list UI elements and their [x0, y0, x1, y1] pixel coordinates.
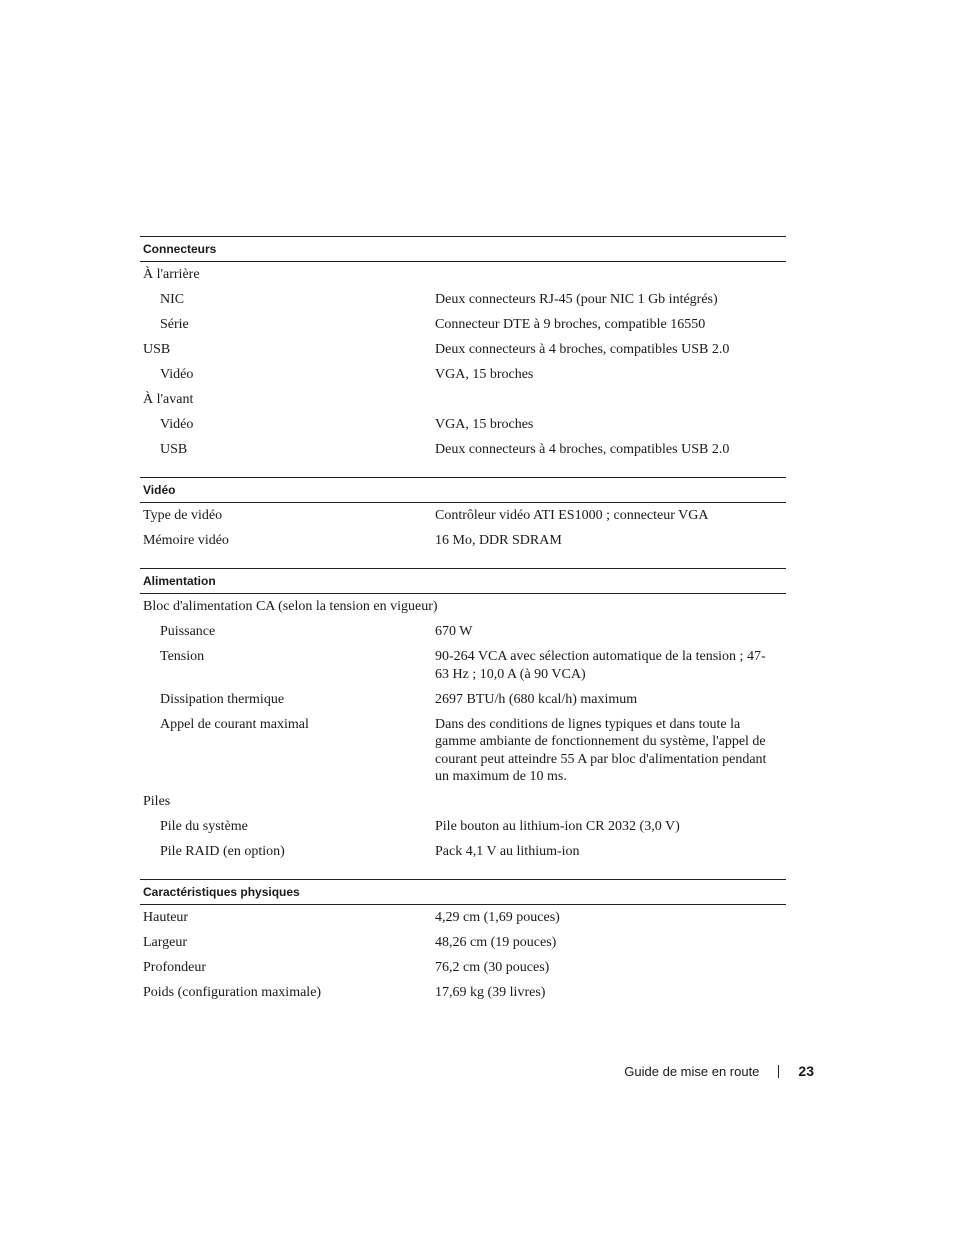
spec-label: NIC: [160, 292, 185, 307]
spec-value: Pack 4,1 V au lithium-ion: [435, 844, 580, 859]
spec-label: Hauteur: [143, 910, 189, 925]
spec-value: 17,69 kg (39 livres): [435, 985, 546, 1000]
spec-value: Connecteur DTE à 9 broches, compatible 16550: [435, 317, 706, 332]
spec-row: [140, 980, 786, 1005]
spec-label: Type de vidéo: [143, 508, 223, 523]
spec-row: [140, 955, 786, 980]
spec-group-row: [140, 387, 786, 412]
spec-label: Vidéo: [160, 367, 194, 382]
spec-table: [140, 236, 786, 1005]
spec-label: Poids (configuration maximale): [143, 985, 322, 1000]
section-heading: Connecteurs: [140, 236, 786, 262]
spec-label: Pile RAID (en option): [160, 844, 285, 859]
spec-value: VGA, 15 broches: [435, 417, 534, 432]
spec-label: Pile du système: [160, 819, 248, 834]
spec-row: [140, 337, 786, 362]
spec-label: Profondeur: [143, 960, 206, 975]
spec-value: 90-264 VCA avec sélection automatique de la tension ; 47-63 Hz ; 10,0 A (à 90 VCA): [435, 649, 766, 682]
spec-group-row: [140, 594, 786, 619]
spec-label: Tension: [160, 649, 205, 664]
spec-label: Piles: [143, 794, 171, 809]
spec-value: VGA, 15 broches: [435, 367, 534, 382]
spec-label: USB: [143, 342, 171, 357]
spec-row: [140, 362, 786, 387]
page-footer: [624, 1061, 814, 1081]
section-body: [140, 905, 786, 1005]
spec-value: Deux connecteurs à 4 broches, compatibles USB 2.0: [435, 342, 730, 357]
spec-value: 16 Mo, DDR SDRAM: [435, 533, 562, 548]
spec-value: 76,2 cm (30 pouces): [435, 960, 550, 975]
spec-row: [140, 287, 786, 312]
spec-label: À l'avant: [143, 392, 194, 407]
spec-value: 48,26 cm (19 pouces): [435, 935, 557, 950]
spec-group-row: [140, 262, 786, 287]
section-heading: Vidéo: [140, 477, 786, 503]
spec-row: [140, 814, 786, 839]
spec-value: Dans des conditions de lignes typiques et dans toute la gamme ambiante de fonctionnement du système, l'appel de courant peut atteindre 55 A par bloc d'alimentation pendant un maximum de 10 ms.: [435, 716, 767, 784]
section-heading: Alimentation: [140, 568, 786, 594]
spec-value: Pile bouton au lithium-ion CR 2032 (3,0 V): [435, 819, 680, 834]
spec-row: [140, 503, 786, 528]
spec-row: [140, 619, 786, 644]
spec-label: USB: [160, 442, 188, 457]
section-heading: Caractéristiques physiques: [140, 879, 786, 905]
section-body: [140, 594, 786, 879]
spec-row: [140, 930, 786, 955]
spec-value: Contrôleur vidéo ATI ES1000 ; connecteur VGA: [435, 508, 709, 523]
spec-label: Dissipation thermique: [160, 691, 285, 707]
spec-label: Largeur: [143, 935, 188, 950]
section-body: [140, 503, 786, 568]
page-number: 23: [798, 1063, 814, 1079]
spec-label: Série: [160, 317, 189, 332]
spec-row: [140, 839, 786, 864]
spec-value: 4,29 cm (1,69 pouces): [435, 910, 560, 925]
spec-row: [140, 312, 786, 337]
spec-row: [140, 437, 786, 462]
spec-label: Mémoire vidéo: [143, 533, 229, 548]
footer-guide-title: Guide de mise en route: [624, 1063, 760, 1079]
spec-row: [140, 644, 786, 687]
spec-value: 2697 BTU/h (680 kcal/h) maximum: [435, 691, 638, 707]
spec-row: [140, 905, 786, 930]
spec-row: [140, 687, 786, 712]
footer-separator: [778, 1065, 779, 1078]
spec-label: Puissance: [160, 624, 216, 639]
spec-row: [140, 412, 786, 437]
spec-row: [140, 712, 786, 790]
spec-label: Appel de courant maximal: [160, 716, 309, 732]
spec-group-row: [140, 789, 786, 814]
spec-label: Bloc d'alimentation CA (selon la tension en vigueur): [143, 599, 438, 614]
section-body: [140, 262, 786, 477]
spec-label: Vidéo: [160, 417, 194, 432]
spec-value: Deux connecteurs RJ-45 (pour NIC 1 Gb intégrés): [435, 292, 718, 307]
spec-row: [140, 528, 786, 553]
spec-value: Deux connecteurs à 4 broches, compatibles USB 2.0: [435, 442, 730, 457]
spec-value: 670 W: [435, 624, 473, 639]
spec-label: À l'arrière: [143, 267, 200, 282]
